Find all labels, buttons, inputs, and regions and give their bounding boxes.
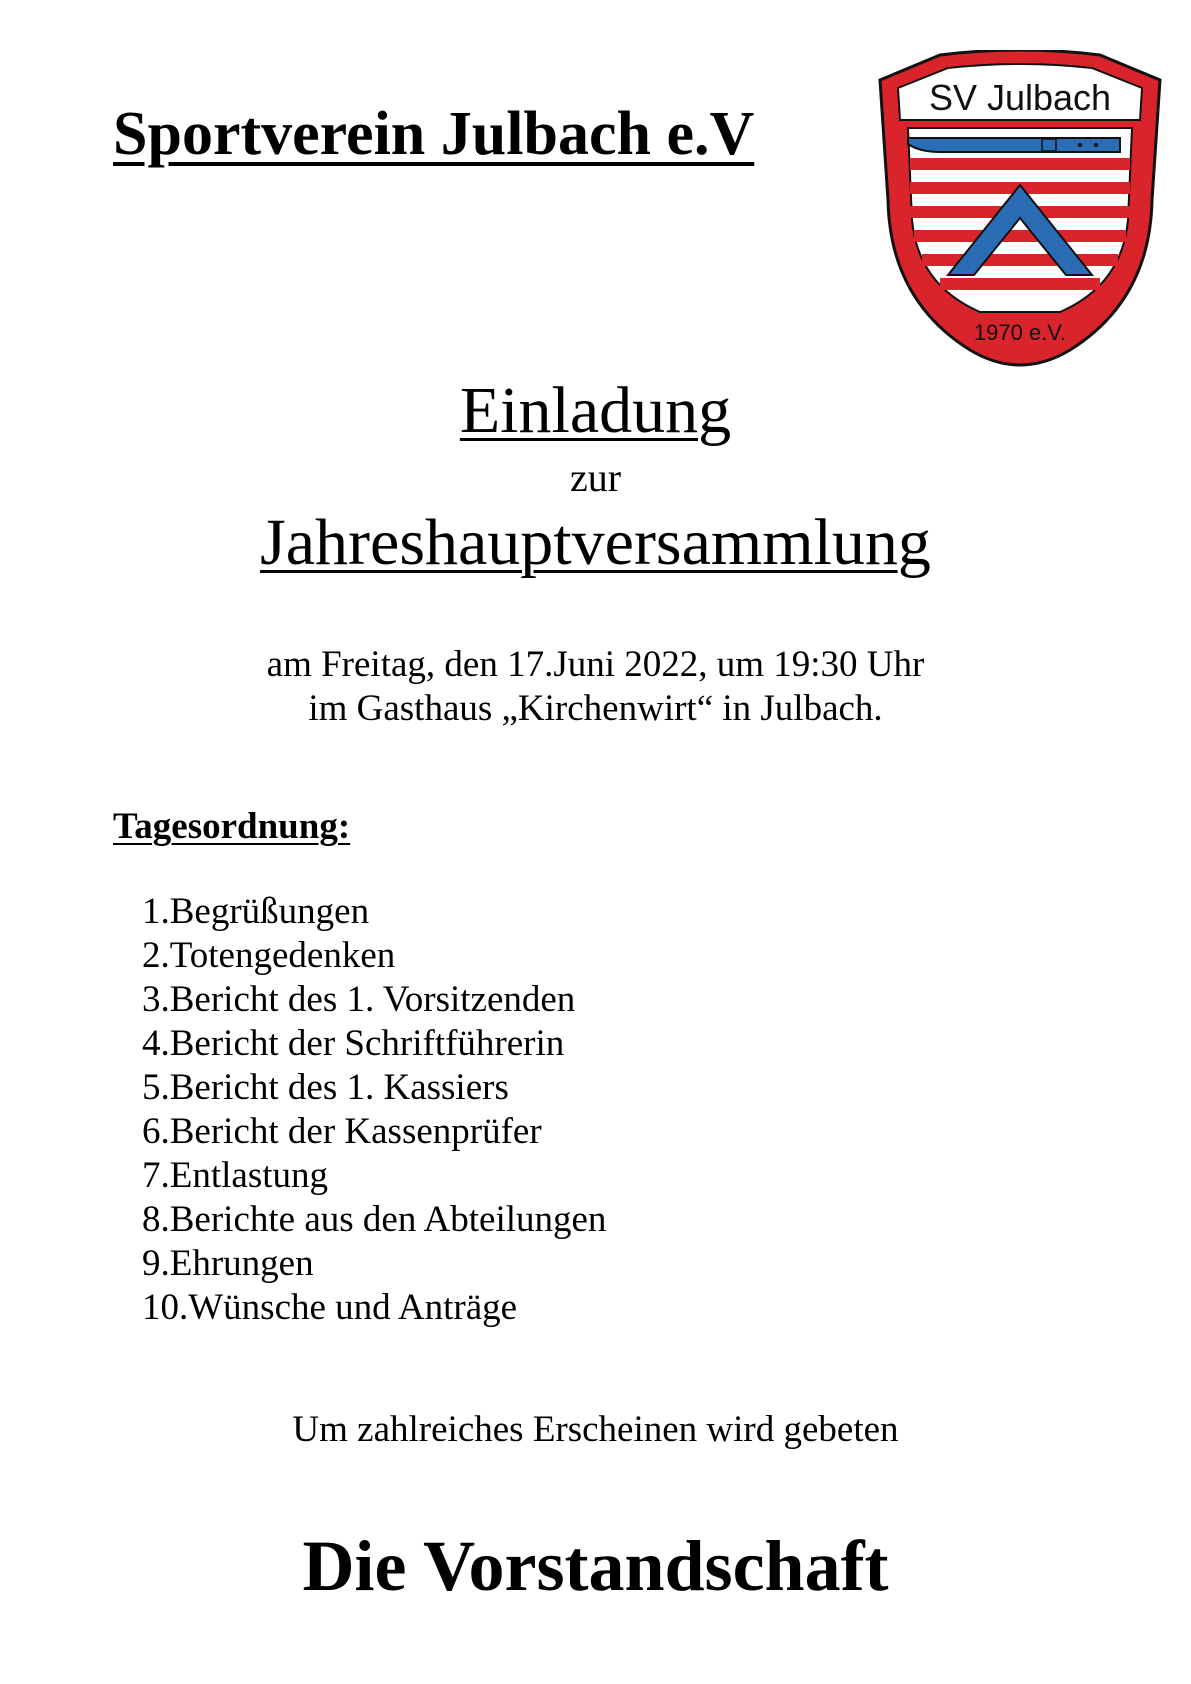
crest-bottom-text: 1970 e.V.: [973, 320, 1067, 345]
event-location: im Gasthaus „Kirchenwirt“ in Julbach.: [308, 688, 883, 729]
agenda-item: 4.Bericht der Schriftführerin: [142, 1023, 565, 1064]
signature: Die Vorstandschaft: [302, 1526, 889, 1606]
crest-top-text: SV Julbach: [928, 77, 1112, 118]
event-details: [0, 643, 1191, 731]
agenda-item: 9.Ehrungen: [142, 1243, 314, 1284]
agenda-item: 5.Bericht des 1. Kassiers: [142, 1067, 509, 1108]
agenda-item: 1.Begrüßungen: [142, 891, 370, 932]
agenda-item: 2.Totengedenken: [142, 935, 396, 976]
agenda-item: 10.Wünsche und Anträge: [142, 1287, 518, 1328]
title-einladung: Einladung: [459, 374, 732, 447]
crest-scythe: [908, 138, 1120, 152]
agenda-item: 8.Berichte aus den Abteilungen: [142, 1199, 607, 1240]
agenda-item: 6.Bericht der Kassenprüfer: [142, 1111, 542, 1152]
agenda-item: 7.Entlastung: [142, 1155, 329, 1196]
title-zur: zur: [569, 455, 622, 500]
title-jahreshauptversammlung: Jahreshauptversammlung: [260, 506, 931, 579]
agenda-item: 3.Bericht des 1. Vorsitzenden: [142, 979, 576, 1020]
event-date-time: am Freitag, den 17.Juni 2022, um 19:30 Uhr: [266, 644, 925, 685]
agenda-heading: Tagesordnung:: [113, 806, 351, 847]
club-name-heading: Sportverein Julbach e.V: [113, 100, 755, 168]
closing-text: Um zahlreiches Erscheinen wird gebeten: [292, 1409, 899, 1450]
club-crest-logo: [870, 50, 1170, 370]
agenda-list: [142, 890, 606, 1330]
